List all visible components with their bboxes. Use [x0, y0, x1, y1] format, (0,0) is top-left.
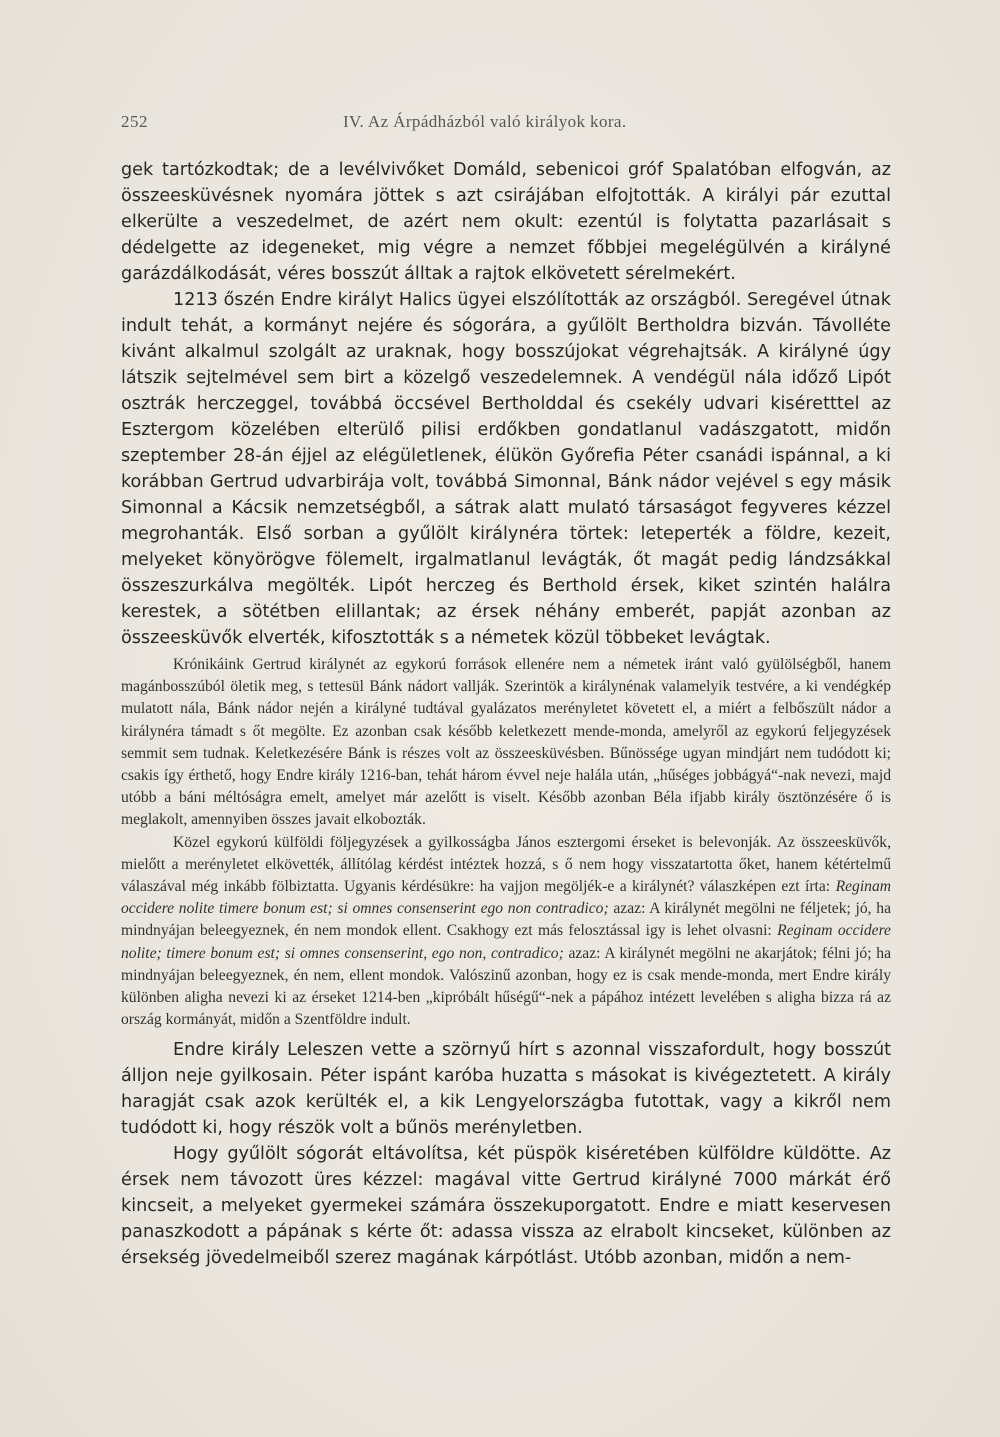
running-head — [121, 112, 879, 136]
paragraph-continuation: gek tartózkodtak; de a levélvivőket Domáld, sebenicoi gróf Spalatóban elfogván, az összeesküvésnek nyomára jöttek s azt csirájában elfojtották. A királyi pár ezuttal elkerülte a veszedelmet, de azért nem okult: ezentúl is folytatta pazarlásait s dédelgette az idegeneket, mig végre a nemzet főbbjei megelégülvén a királyné garázdálkodását, véres bosszút álltak a rajtok elkövetett sérelmekért. — [121, 160, 891, 284]
note-archbishop-text-2: azaz: A királynét megölni ne féljetek; jó, ha mindnyájan beleegyeznek, én nem mondok ellent. Csakhogy ezt más felosztással igy is lehet olvasni: — [121, 900, 891, 940]
note-archbishop-text-1: Közel egykorú külföldi följegyzések a gyilkosságba János esztergomi érseket is belevonják. Az összeesküvők, mielőtt a merényletet elkövették, állítólag kérdést intéztek hozzá, s ő nem hogy visszatartotta őket, hanem kétértelmű válaszával még inkább fölbiztatta. Ugyanis kérdésükre: ha vajjon megöljék-e a királynét? válaszképen ezt írta: — [121, 833, 891, 896]
page-number: 252 — [121, 112, 148, 131]
chapter-title: IV. Az Árpádházból való királyok kora. — [343, 112, 627, 131]
paragraph-gertrud-murder: 1213 őszén Endre királyt Halics ügyei elszólították az országból. Seregével útnak indult tehát, a kormányt nejére és sógorára, a gyűlölt Bertholdra bizván. Távolléte kivánt alkalmul szolgált az uraknak, hogy bosszújokat végrehajtsák. A királyné úgy látszik sejtelmével sem birt a közelgő veszedelemnek. A vendégül nála időző Lipót osztrák herczeggel, továbbá öccsével Bertholddal és csekély udvari kiséretttel az Esztergom közelében elterülő pilisi erdőkben gondatlanul vadászgatott, midőn szeptember 28-án éjjel az elégületlenek, élükön Győrefia Péter csanádi ispánnal, a ki korábban Gertrud udvarbirája volt, továbbá Simonnal, Bánk nádor vejével s egy másik Simonnal a Kácsik nemzetségből, a sátrak alatt mulató társaságot fegyveres kézzel megrohanták. Első sorban a gyűlölt királynéra törtek: leteperték a földre, kezeit, melyeket könyörögve fölemelt, irgalmatlanul levágták, őt magát pedig lándzsákkal összeszurkálva megölték. Lipót herczeg és Berthold érsek, kiket szintén halálra kerestek, a sötétben elillantak; az érsek néhány emberét, papját azonban az összeesküvők elverték, kifosztották s a németek közül többeket levágtak. — [121, 290, 891, 648]
note-archbishop — [121, 832, 891, 1032]
note-chronicles: Krónikáink Gertrud királynét az egykorú források ellenére nem a németek iránt való gyülölségből, hanem magánbosszúból öletik meg, s tettesül Bánk nádort vallják. Szerintök a királynénak valamelyik testvére, a ki vendégkép mulatott nála, Bánk nádor nején a királyné tudtával gyalázatos merényletet követett el, a miért a felbőszült nádor a királynéra támadt s őt megölte. Ez azonban csak később keletkezett mende-monda, amelyről az egykorú feljegyzések semmit sem tudnak. Keletkezésére Bánk is részes volt az összeesküvésben. Bűnössége ugyan mindjárt nem tudódott ki; csakis így érthető, hogy Endre király 1216-ban, tehát három évvel neje halála után, „hűséges jobbágyá“-nak nevezi, majd utóbb a báni méltóságra emelt, amelyet már azelőtt is viselt. Később azonban Béla ifjabb király ösztönzésére ő is meglakolt, amennyiben összes javait elkobozták. — [121, 656, 891, 829]
paragraph-archbishop-exile: Hogy gyűlölt sógorát eltávolítsa, két püspök kiséretében külföldre küldötte. Az érsek nem távozott üres kézzel: magával vitte Gertrud királyné 7000 márkát érő kincseit, a melyeket gyermekei számára összekuporgatott. Endre e miatt keservesen panaszkodott a pápának s kérte őt: adassa vissza az elrabolt kincseket, különben az érsekség jövedelmeiből szerez magának kárpótlást. Utóbb azonban, midőn a nem- — [121, 1144, 891, 1269]
latin-quote-1: Reginam occidere nolite timere bonum est; si omnes consenserint ego non contradico; — [121, 878, 892, 918]
latin-quote-2: Reginam occidere nolite; timere bonum est; si omnes consenserint, ego non, contradico; — [121, 922, 891, 962]
paragraph-revenge: Endre király Leleszen vette a szörnyű hírt s azonnal visszafordult, hogy bosszút álljon neje gyilkosain. Péter ispánt karóba huzatta s másokat is kivégeztetett. A király haragját csak azok kerülték el, a kik Lengyelországba futottak, vagy a kikről nem tudódott ki, hogy részök volt a bűnös merényletben. — [121, 1040, 891, 1139]
note-archbishop-text-3: azaz: A királynét megölni ne akarjátok; félni jó; ha mindnyájan beleegyeznek, én nem, ellent mondok. Valószinű azonban, hogy ez is csak mende-monda, mert Endre király különben aligha nevezi ki az érseket 1214-ben „kipróbált hűségű“-nek a pápához intézett levelében s aligha bizza rá az ország kormányát, midőn a Szentföldre indult. — [121, 944, 891, 1029]
body-text — [121, 157, 891, 1271]
